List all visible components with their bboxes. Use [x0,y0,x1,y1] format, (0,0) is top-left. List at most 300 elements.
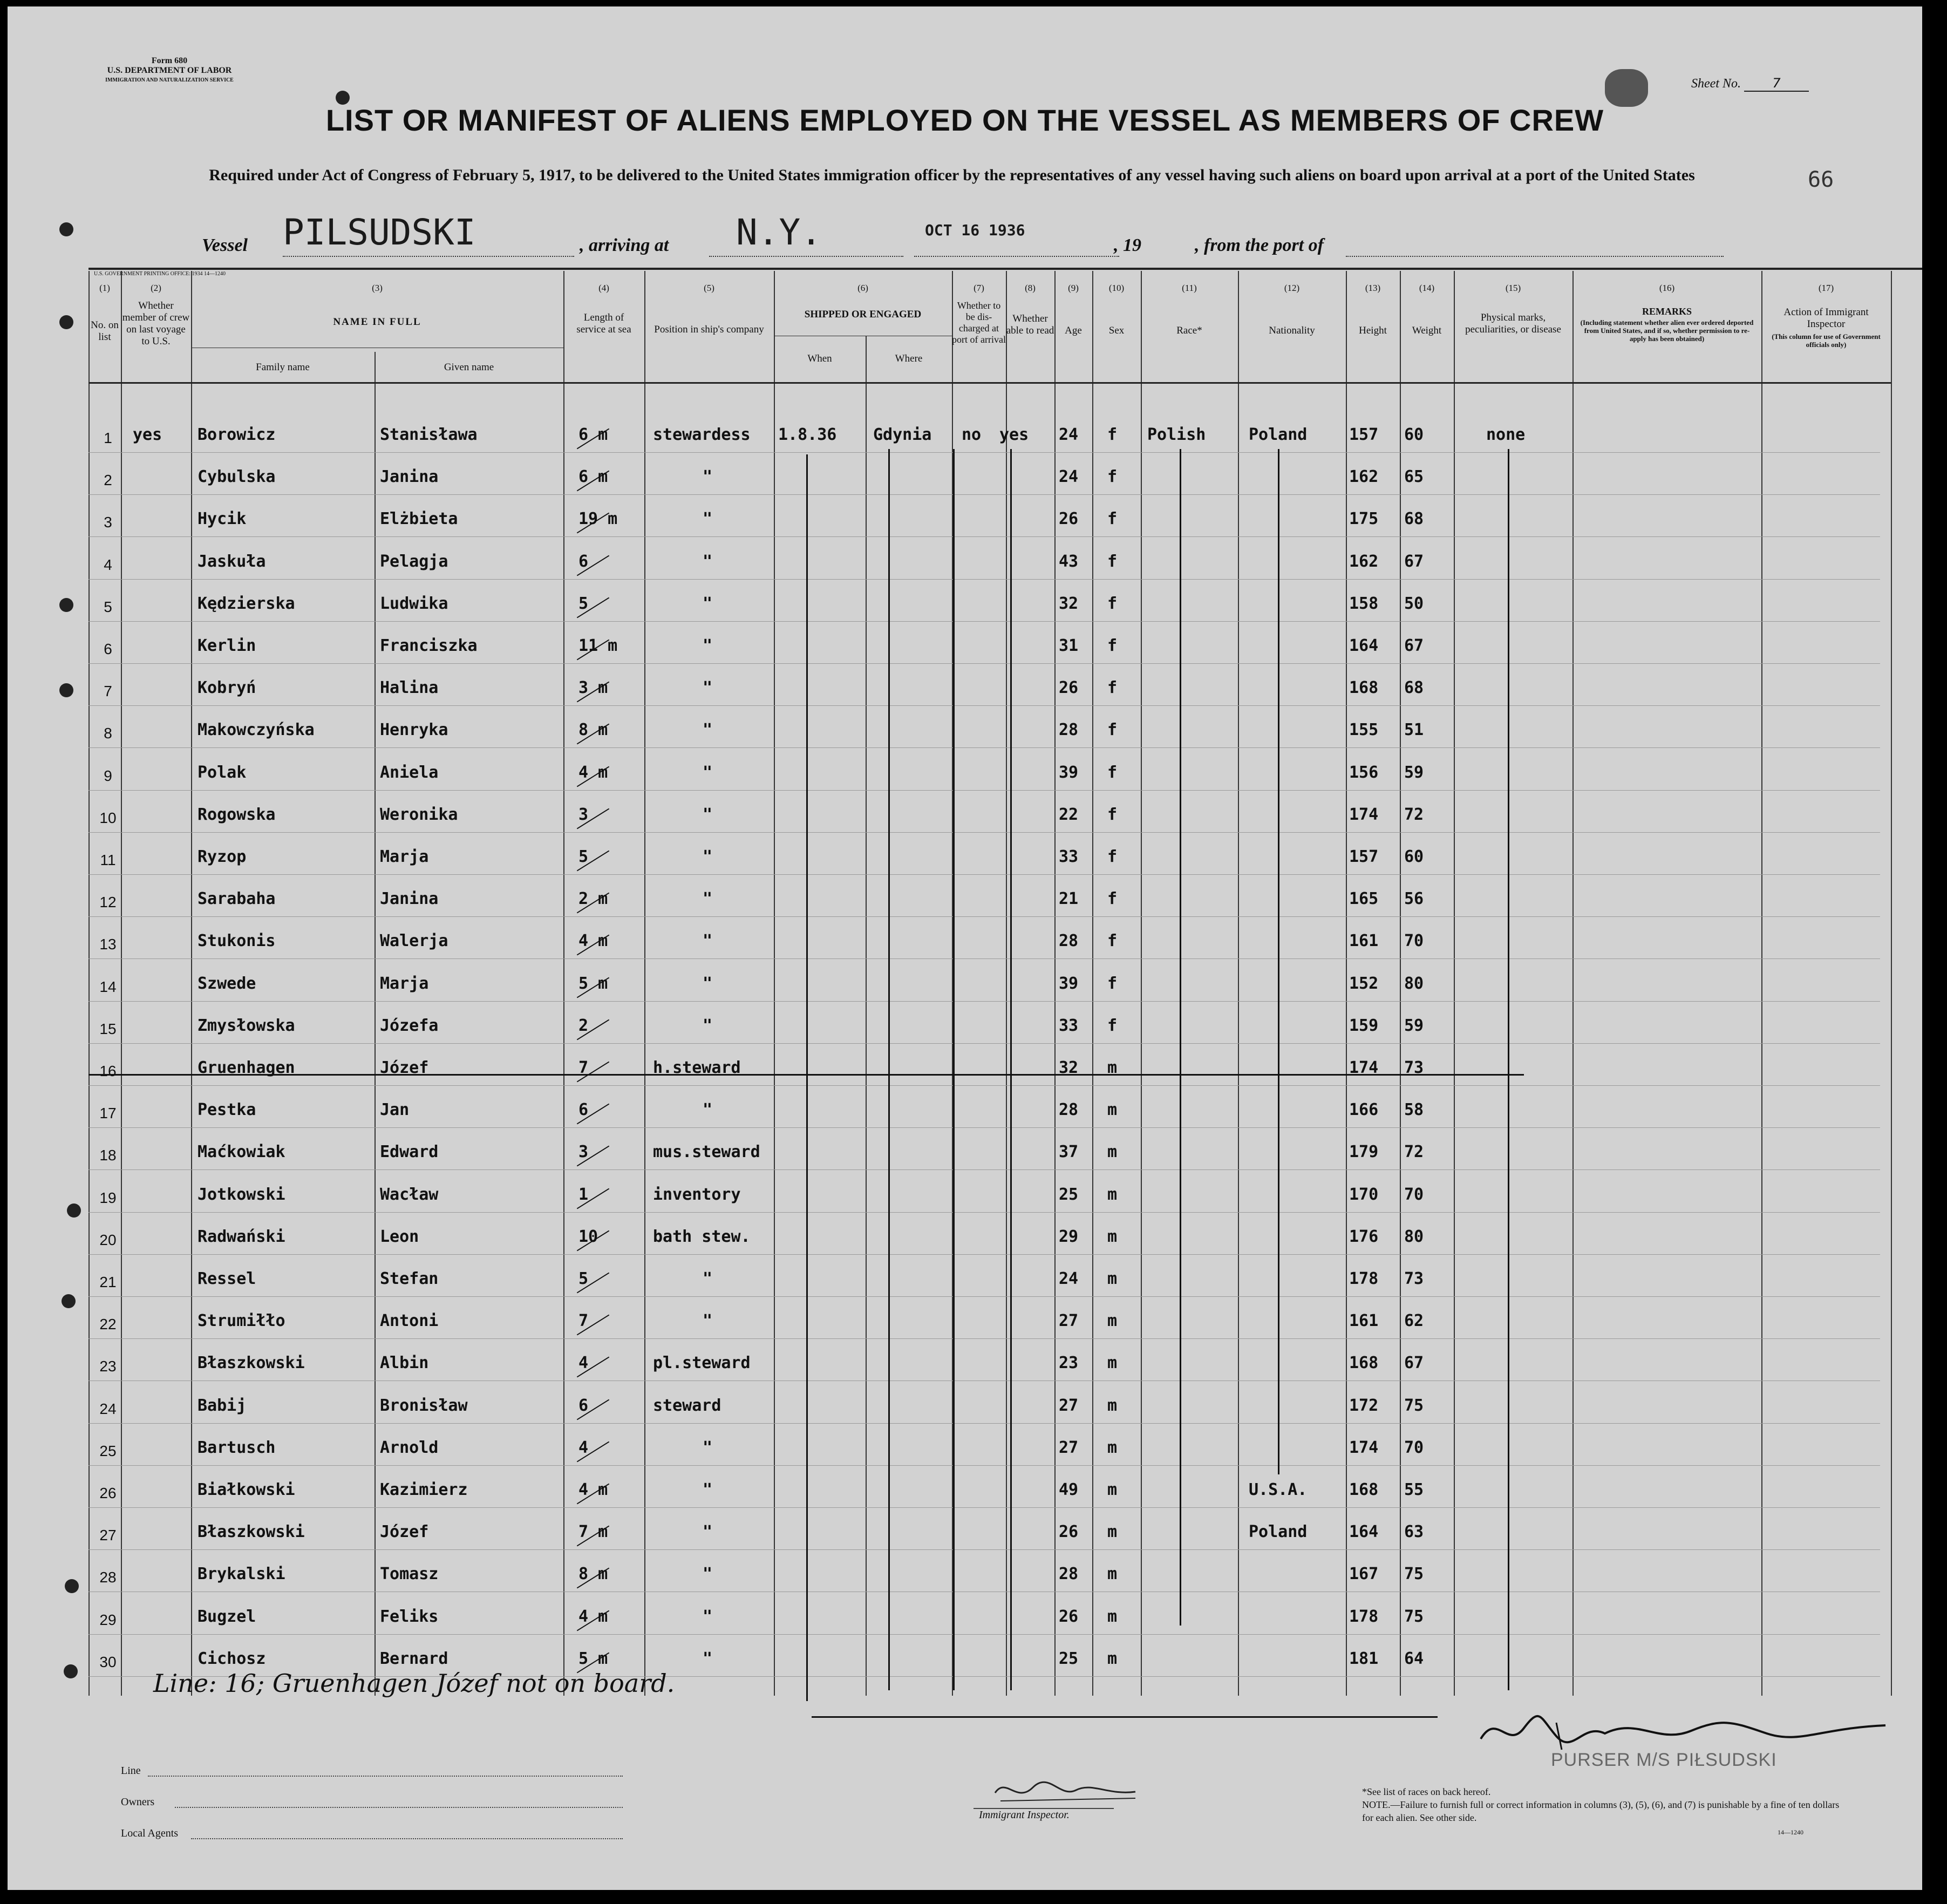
cell-no: 19 [99,1189,117,1206]
cell-position: mus.steward [653,1143,760,1161]
cell-family: Bartusch [198,1438,276,1457]
cell-height: 161 [1349,1311,1379,1330]
pen-underline [812,1716,1438,1718]
row-rule [88,1507,1880,1508]
cell-weight: 70 [1404,1438,1424,1457]
col9-header: Age [1065,325,1082,336]
cell-age: 33 [1059,1016,1079,1035]
header-bottom-rule [88,382,1891,384]
arrival-date: OCT 16 1936 [925,221,1025,239]
cell-sex: f [1107,974,1118,993]
cell-weight: 72 [1404,1143,1424,1161]
cell-age: 28 [1059,720,1079,739]
row-rule [88,579,1880,580]
row-rule [88,1338,1880,1339]
cell-service: 6 [578,552,589,571]
cell-sex: m [1107,1438,1118,1457]
cell-sex: m [1107,1185,1118,1204]
cell-height: 172 [1349,1396,1379,1415]
col6-when-header: When [807,353,832,364]
cell-weight: 50 [1404,594,1424,613]
cell-weight: 63 [1404,1522,1424,1541]
col3-number: (3) [372,283,383,293]
cell-age: 49 [1059,1480,1079,1499]
cell-service: 4 m [578,1480,608,1499]
cell-no: 4 [104,556,112,573]
cell-age: 25 [1059,1649,1079,1668]
col17-subheader: (This column for use of Government officials only) [1772,332,1881,349]
cell-service: 8 m [578,1565,608,1583]
vessel-label: Vessel [202,235,248,255]
cell-family: Maćkowiak [198,1143,285,1161]
cell-height: 176 [1349,1227,1379,1246]
cell-family: Rogowska [198,805,276,824]
cell-given: Pelagja [380,552,448,571]
cell-position: " [703,1522,713,1541]
col2-header: Whether member of crew on last voyage to U.S. [122,300,190,347]
cell-height: 174 [1349,1058,1379,1077]
cell-given: Marja [380,974,429,993]
cell-position: inventory [653,1185,741,1204]
cell-family: Babij [198,1396,247,1415]
cell-given: Halina [380,678,439,697]
cell-age: 32 [1059,594,1079,613]
row-rule [88,1423,1880,1424]
ink-stain [1605,69,1648,107]
punch-hole [59,222,73,236]
cell-age: 27 [1059,1311,1079,1330]
cell-age: 39 [1059,974,1079,993]
year-label: , 19 [1114,235,1141,255]
cell-weight: 70 [1404,1185,1424,1204]
cell-age: 29 [1059,1227,1079,1246]
cell-sex: f [1107,467,1118,486]
column-divider [88,271,90,1696]
cell-sex: f [1107,763,1118,782]
cell-no: 20 [99,1232,117,1248]
footer-agents-label: Local Agents [121,1827,179,1839]
cell-position: " [703,763,713,782]
col16-header: REMARKS [1642,306,1692,317]
manifest-sheet [8,6,1922,1890]
cell-no: 2 [104,472,112,488]
cell-age: 25 [1059,1185,1079,1204]
cell-height: 157 [1349,847,1379,866]
cell-height: 164 [1349,1522,1379,1541]
col3-given-header: Given name [444,362,494,373]
cell-weight: 51 [1404,720,1424,739]
row-rule [88,1085,1880,1086]
cell-family: Strumiłło [198,1311,285,1330]
cell-sex: f [1107,636,1118,655]
cell-given: Kazimierz [380,1480,468,1499]
pen-ditto-line [1278,449,1279,1474]
cell-no: 1 [104,430,112,446]
cell-sex: m [1107,1649,1118,1668]
column-divider [1238,271,1239,1696]
cell-age: 26 [1059,1522,1079,1541]
cell-no: 25 [99,1443,117,1459]
cell-given: Stanisława [380,425,478,444]
cell-service: 4 m [578,931,608,950]
cell-service: 4 [578,1438,589,1457]
cell-given: Wacław [380,1185,439,1204]
cell-position: " [703,636,713,655]
cell-no: 16 [99,1063,117,1079]
footer-line-label: Line [121,1765,141,1777]
cell-given: Aniela [380,763,439,782]
cell-given: Jan [380,1100,410,1119]
printing-office: U.S. GOVERNMENT PRINTING OFFICE: 1934 14—1240 [94,271,226,277]
cell-weight: 67 [1404,1354,1424,1372]
cell-weight: 59 [1404,1016,1424,1035]
cell-no: 21 [99,1274,117,1290]
column-divider [563,271,564,1696]
column-divider [1141,271,1142,1696]
col14-header: Weight [1412,325,1442,336]
sheet-label: Sheet No. [1691,77,1741,91]
row-rule [88,958,1880,959]
cell-height: 161 [1349,931,1379,950]
cell-position: " [703,509,713,528]
cell-service: 5 [578,594,589,613]
cell-position: stewardess [653,425,751,444]
cell-height: 159 [1349,1016,1379,1035]
column-divider [1054,271,1056,1696]
cell-service: 8 m [578,720,608,739]
cell-sex: m [1107,1354,1118,1372]
cell-discharged: no [962,425,982,444]
col6-number: (6) [857,283,868,293]
cell-sex: f [1107,425,1118,444]
cell-family: Kerlin [198,636,256,655]
date-underline [914,256,1119,257]
cell-no: 13 [99,936,117,953]
cell-age: 24 [1059,1269,1079,1288]
cell-position: h.steward [653,1058,741,1077]
cell-service: 5 m [578,974,608,993]
cell-family: Cichosz [198,1649,266,1668]
col8-number: (8) [1025,283,1036,293]
cell-weight: 60 [1404,425,1424,444]
punch-hole [64,1664,78,1678]
row-rule [88,1212,1880,1213]
cell-weight: 68 [1404,509,1424,528]
cell-no: 7 [104,683,112,699]
cell-no: 9 [104,767,112,784]
cell-sex: m [1107,1396,1118,1415]
cell-given: Józef [380,1058,429,1077]
cell-weight: 59 [1404,763,1424,782]
cell-position: " [703,1438,713,1457]
column-divider [1092,271,1093,1696]
cell-weight: 65 [1404,467,1424,486]
row-rule [88,747,1880,748]
col3-header: NAME IN FULL [333,316,421,328]
cell-service: 19 m [578,509,618,528]
cell-age: 31 [1059,636,1079,655]
cell-age: 26 [1059,678,1079,697]
row-rule [88,874,1880,875]
row-rule [88,1001,1880,1002]
cell-no: 30 [99,1654,117,1670]
cell-family: Cybulska [198,467,276,486]
cell-nationality: U.S.A. [1249,1480,1308,1499]
col5-number: (5) [704,283,714,293]
col13-number: (13) [1365,283,1381,293]
cell-sex: f [1107,931,1118,950]
cell-position: " [703,1607,713,1626]
cell-given: Franciszka [380,636,478,655]
row-rule [88,1549,1880,1550]
cell-position: " [703,1269,713,1288]
col1-number: (1) [99,283,110,293]
col5-header: Position in ship's company [654,324,764,335]
column-divider [1400,271,1401,1696]
pen-ditto-line [953,449,955,1690]
column-divider [774,271,775,1696]
cell-service: 3 [578,1143,589,1161]
cell-no: 24 [99,1400,117,1417]
cell-age: 28 [1059,1100,1079,1119]
cell-service: 4 m [578,763,608,782]
cell-service: 6 m [578,425,608,444]
cell-sex: f [1107,720,1118,739]
form-number: Form 680 [151,56,188,65]
cell-sex: f [1107,594,1118,613]
cell-given: Feliks [380,1607,439,1626]
col14-number: (14) [1419,283,1435,293]
cell-given: Weronika [380,805,458,824]
cell-family: Szwede [198,974,256,993]
cell-family: Borowicz [198,425,276,444]
row-rule [88,832,1880,833]
cell-service: 11 m [578,636,618,655]
col7-header: Whether to be dis-charged at port of arrival [952,300,1006,345]
punch-hole [59,315,73,329]
punch-hole [59,598,73,612]
inspector-signature [984,1771,1146,1809]
cell-height: 181 [1349,1649,1379,1668]
column-divider [1346,271,1347,1696]
cell-weight: 75 [1404,1565,1424,1583]
cell-height: 152 [1349,974,1379,993]
cell-family: Ressel [198,1269,256,1288]
cell-given: Albin [380,1354,429,1372]
cell-where: Gdynia [873,425,932,444]
cell-family: Pestka [198,1100,256,1119]
cell-given: Ludwika [380,594,448,613]
subcolumn-divider [375,352,376,1696]
col6-header: SHIPPED OR ENGAGED [804,309,922,320]
sheet-number [1691,76,1809,92]
cell-position: " [703,805,713,824]
cell-service: 2 m [578,889,608,908]
column-divider [1761,271,1762,1696]
cell-no: 6 [104,641,112,657]
row-rule [88,663,1880,664]
purser-stamp: PURSER M/S PIŁSUDSKI [1551,1750,1777,1770]
cell-family: Makowczyńska [198,720,315,739]
col3-family-header: Family name [256,362,310,373]
cell-age: 21 [1059,889,1079,908]
cell-service: 2 [578,1016,589,1035]
col1-header: No. on list [91,319,119,343]
cell-family: Białkowski [198,1480,295,1499]
cell-age: 23 [1059,1354,1079,1372]
column-divider [1006,271,1007,1696]
row-rule [88,1127,1880,1128]
department: U.S. DEPARTMENT OF LABOR [107,66,232,75]
col11-header: Race* [1176,325,1202,336]
cell-age: 24 [1059,467,1079,486]
cell-position: " [703,678,713,697]
row-rule [88,1634,1880,1635]
cell-age: 27 [1059,1438,1079,1457]
cell-sex: m [1107,1480,1118,1499]
pen-ditto-line [888,449,890,1690]
page-code: 66 [1808,167,1834,192]
cell-no: 18 [99,1147,117,1164]
cell-position: " [703,889,713,908]
cell-weight: 68 [1404,678,1424,697]
cell-service: 6 [578,1100,589,1119]
cell-position: " [703,552,713,571]
cell-family: Bugzel [198,1607,256,1626]
punch-hole [62,1294,76,1308]
cell-family: Zmysłowska [198,1016,295,1035]
cell-service: 5 [578,847,589,866]
cell-sex: f [1107,1016,1118,1035]
cell-given: Józefa [380,1016,439,1035]
cell-service: 4 m [578,1607,608,1626]
cell-weight: 58 [1404,1100,1424,1119]
form-identifier [72,56,267,85]
row-rule [88,1296,1880,1297]
row-rule [88,790,1880,791]
cell-height: 156 [1349,763,1379,782]
cell-service: 4 [578,1354,589,1372]
cell-height: 168 [1349,678,1379,697]
cell-position: " [703,1480,713,1499]
vessel-underline [283,256,574,257]
cell-no: 12 [99,894,117,910]
cell-given: Edward [380,1143,439,1161]
col12-number: (12) [1284,283,1300,293]
cell-sex: m [1107,1100,1118,1119]
cell-given: Antoni [380,1311,439,1330]
cell-height: 167 [1349,1565,1379,1583]
cell-service: 7 [578,1058,589,1077]
cell-weight: 80 [1404,1227,1424,1246]
from-port-underline [1346,256,1724,257]
arriving-port: N.Y. [736,212,822,253]
cell-position: " [703,1311,713,1330]
cell-sex: f [1107,509,1118,528]
from-port-label: , from the port of [1195,235,1324,255]
cell-height: 168 [1349,1480,1379,1499]
cell-no: 29 [99,1611,117,1628]
col16-number: (16) [1659,283,1675,293]
cell-nationality: Poland [1249,1522,1308,1541]
cell-given: Janina [380,467,439,486]
column-divider [1454,271,1455,1696]
col11-number: (11) [1182,283,1197,293]
column-divider [644,271,645,1696]
col16-subheader: (Including statement whether alien ever ordered deported from United States, and if so, whether permission to re-apply has been obtained) [1580,318,1754,343]
cell-when: 1.8.36 [778,425,837,444]
cell-sex: f [1107,889,1118,908]
cell-height: 178 [1349,1607,1379,1626]
col10-number: (10) [1108,283,1125,293]
col2-number: (2) [151,283,161,293]
page-title: LIST OR MANIFEST OF ALIENS EMPLOYED ON THE VESSEL AS MEMBERS OF CREW [325,103,1604,137]
cell-given: Bernard [380,1649,448,1668]
pen-ditto-line [1508,449,1509,1690]
cell-height: 162 [1349,552,1379,571]
cell-age: 24 [1059,425,1079,444]
cell-height: 174 [1349,1438,1379,1457]
cell-given: Marja [380,847,429,866]
handwritten-note: Line: 16; Gruenhagen Józef not on board. [153,1669,675,1698]
cell-weight: 60 [1404,847,1424,866]
cell-weight: 67 [1404,552,1424,571]
row-rule [88,1254,1880,1255]
cell-given: Janina [380,889,439,908]
pen-ditto-line [806,454,808,1701]
arriving-underline [709,256,903,257]
cell-given: Henryka [380,720,448,739]
cell-age: 43 [1059,552,1079,571]
cell-height: 178 [1349,1269,1379,1288]
cell-age: 26 [1059,1607,1079,1626]
cell-service: 6 m [578,467,608,486]
col8-header: Whether able to read [1006,313,1054,336]
cell-weight: 75 [1404,1607,1424,1626]
column-divider [121,271,122,1696]
cell-age: 28 [1059,1565,1079,1583]
cell-position: " [703,847,713,866]
col13-header: Height [1359,325,1387,336]
cell-service: 7 [578,1311,589,1330]
cell-sex: m [1107,1565,1118,1583]
cell-service: 3 [578,805,589,824]
cell-position: " [703,974,713,993]
cell-weight: 56 [1404,889,1424,908]
cell-sex: m [1107,1058,1118,1077]
footer-owners-field [175,1807,623,1808]
row-rule [88,621,1880,622]
row-rule [88,916,1880,917]
cell-no: 5 [104,599,112,615]
row-rule [88,1043,1880,1044]
cell-age: 32 [1059,1058,1079,1077]
cell-service: 3 m [578,678,608,697]
footer-owners-label: Owners [121,1796,155,1808]
cell-weight: 75 [1404,1396,1424,1415]
cell-sex: m [1107,1311,1118,1330]
cell-weight: 72 [1404,805,1424,824]
cell-family: Brykalski [198,1565,285,1583]
cell-age: 33 [1059,847,1079,866]
cell-sex: m [1107,1227,1118,1246]
cell-no: 27 [99,1527,117,1543]
cell-height: 170 [1349,1185,1379,1204]
column-divider [191,271,192,1696]
cell-family: Jaskuła [198,552,266,571]
cell-height: 175 [1349,509,1379,528]
cell-height: 158 [1349,594,1379,613]
